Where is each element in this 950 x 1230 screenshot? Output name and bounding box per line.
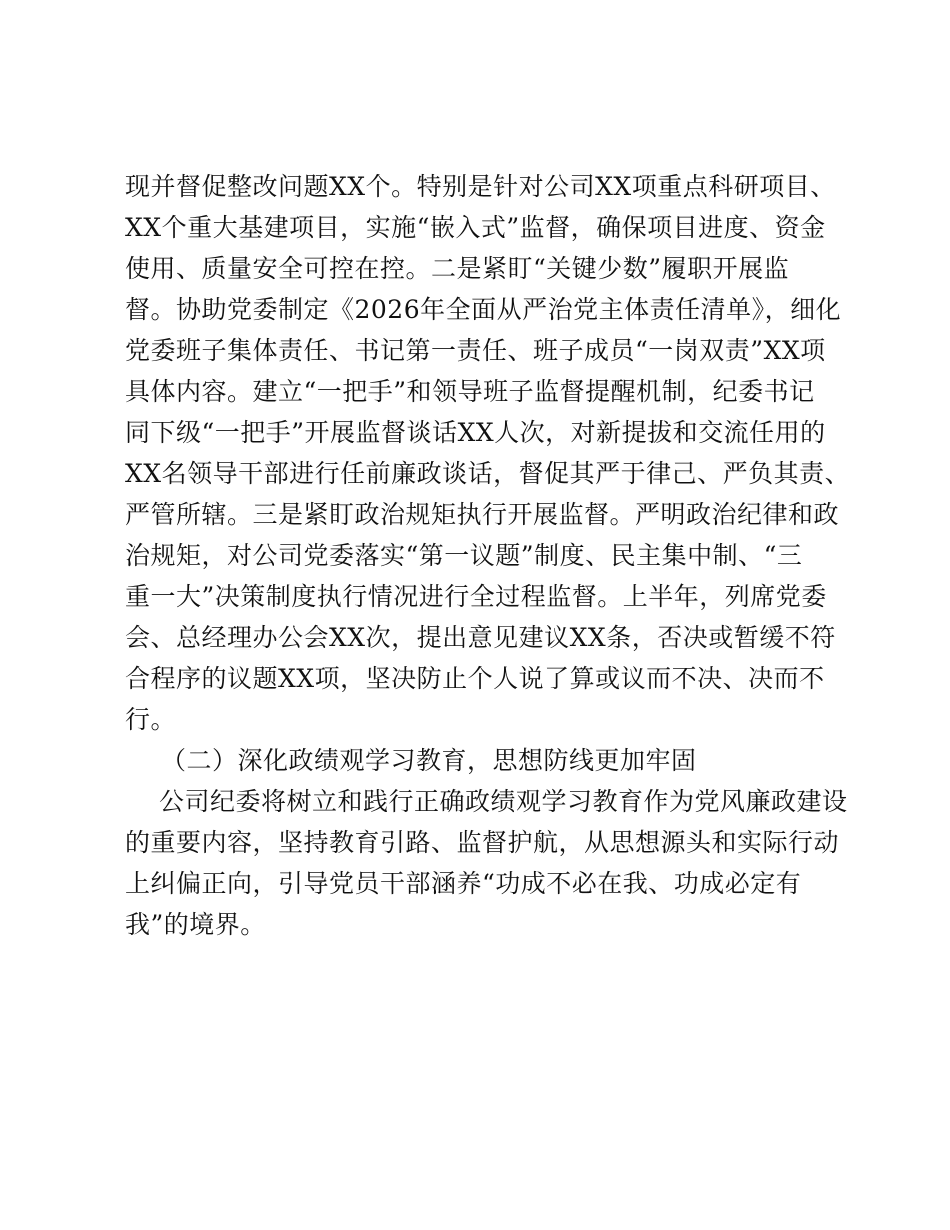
paragraph-line: 使用、质量安全可控在控。二是紧盯“关键少数”履职开展监 (125, 254, 790, 283)
paragraph-line: 严管所辖。三是紧盯政治规矩执行开展监督。严明政治纪律和政 (125, 500, 840, 529)
paragraph-line: XX个重大基建项目，实施“嵌入式”监督，确保项目进度、资金 (125, 213, 826, 242)
paragraph-line: 我”的境界。 (125, 910, 266, 939)
paragraph-line: 同下级“一把手”开展监督谈话XX人次，对新提拔和交流任用的 (125, 418, 826, 447)
paragraph-line: 上纠偏正向，引导党员干部涵养“功成不必在我、功成必定有 (125, 869, 802, 898)
paragraph-line: XX名领导干部进行任前廉政谈话，督促其严于律己、严负其责、 (125, 459, 851, 488)
paragraph-line: 重一大”决策制度执行情况进行全过程监督。上半年，列席党委 (125, 582, 827, 611)
paragraph-line: 的重要内容，坚持教育引路、监督护航，从思想源头和实际行动 (125, 828, 840, 857)
paragraph-line: 治规矩，对公司党委落实“第一议题”制度、民主集中制、“三 (125, 541, 803, 570)
paragraph-line: 会、总经理办公会XX次，提出意见建议XX条，否决或暂缓不符 (125, 623, 836, 652)
paragraph-line: 现并督促整改问题XX个。特别是针对公司XX项重点科研项目、 (125, 172, 836, 201)
paragraph-line: 具体内容。建立“一把手”和领导班子监督提醒机制，纪委书记 (125, 377, 815, 406)
paragraph-line: 合程序的议题XX项，坚决防止个人说了算或议而不决、决而不 (125, 664, 825, 693)
section-heading: （二）深化政绩观学习教育，思想防线更加牢固 (161, 746, 697, 775)
document-body (125, 166, 851, 945)
paragraph-line: 公司纪委将树立和践行正确政绩观学习教育作为党风廉政建设 (159, 787, 848, 816)
paragraph-line: 行。 (125, 705, 177, 734)
paragraph-line: 党委班子集体责任、书记第一责任、班子成员“一岗双责”XX项 (125, 336, 826, 365)
paragraph-line: 督。协助党委制定《2026年全面从严治党主体责任清单》，细化 (125, 295, 842, 324)
